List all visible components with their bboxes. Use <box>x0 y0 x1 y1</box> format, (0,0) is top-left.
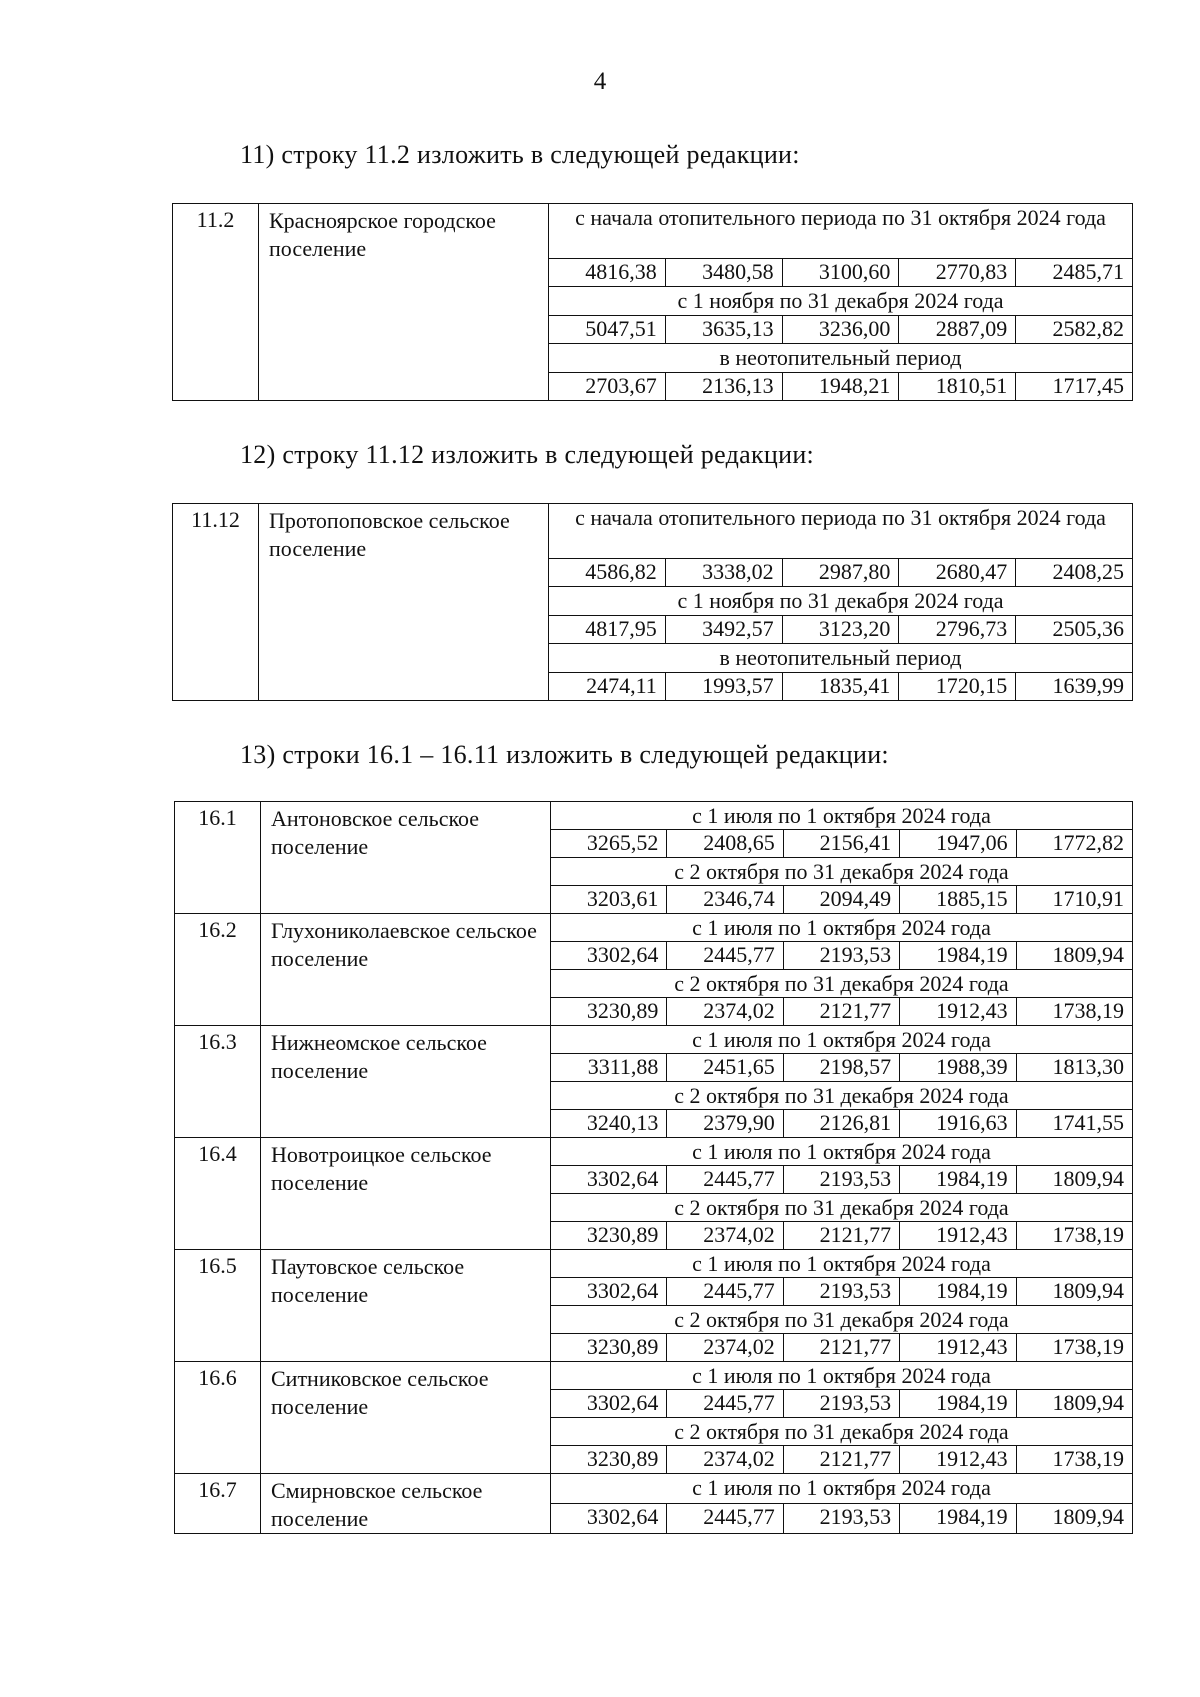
tariff-value: 1984,19 <box>900 1390 1016 1418</box>
tariff-value: 1835,41 <box>782 673 899 701</box>
tariff-value: 1809,94 <box>1016 1278 1132 1306</box>
tariff-value: 1639,99 <box>1016 673 1133 701</box>
tariff-value: 3302,64 <box>551 1504 667 1534</box>
tariff-value: 2126,81 <box>783 1110 899 1138</box>
tariff-value: 1738,19 <box>1016 1222 1132 1250</box>
tariff-value: 3492,57 <box>665 616 782 644</box>
period-row <box>173 504 1133 559</box>
period-label: с 2 октября по 31 декабря 2024 года <box>551 970 1133 998</box>
tariff-value: 2094,49 <box>783 886 899 914</box>
tariff-value: 1809,94 <box>1016 1166 1132 1194</box>
tariff-value: 4817,95 <box>549 616 666 644</box>
settlement-name: Красноярское городское поселение <box>259 204 549 401</box>
row-code: 16.1 <box>175 802 261 914</box>
settlement-name: Новотроицкое сельское поселение <box>261 1138 551 1250</box>
tariff-value: 3302,64 <box>551 1278 667 1306</box>
tariff-value: 2582,82 <box>1016 316 1133 344</box>
settlement-name: Ситниковское сельское поселение <box>261 1362 551 1474</box>
tariff-value: 3635,13 <box>665 316 782 344</box>
tariff-value: 3230,89 <box>551 1222 667 1250</box>
period-label: в неотопительный период <box>549 644 1133 673</box>
tariff-value: 1948,21 <box>782 373 899 401</box>
period-label: с 2 октября по 31 декабря 2024 года <box>551 858 1133 886</box>
tariff-value: 3265,52 <box>551 830 667 858</box>
tariff-value: 2987,80 <box>782 559 899 587</box>
tariff-value: 1984,19 <box>900 1166 1016 1194</box>
tariff-value: 2374,02 <box>667 1446 783 1474</box>
tariff-value: 2193,53 <box>783 1278 899 1306</box>
tariff-value: 1947,06 <box>900 830 1016 858</box>
period-label: с 1 июля по 1 октября 2024 года <box>551 1250 1133 1278</box>
tariff-value: 2374,02 <box>667 1334 783 1362</box>
period-row <box>175 1026 1133 1054</box>
period-row <box>175 1362 1133 1390</box>
tariff-value: 1720,15 <box>899 673 1016 701</box>
tariff-value: 1984,19 <box>900 942 1016 970</box>
tariff-value: 2379,90 <box>667 1110 783 1138</box>
tariff-value: 2445,77 <box>667 1166 783 1194</box>
tariff-value: 3311,88 <box>551 1054 667 1082</box>
period-label: с 1 июля по 1 октября 2024 года <box>551 1138 1133 1166</box>
tariff-value: 2485,71 <box>1016 259 1133 287</box>
period-row <box>173 204 1133 259</box>
tariff-value: 1912,43 <box>900 1334 1016 1362</box>
tariff-value: 1809,94 <box>1016 1390 1132 1418</box>
period-row <box>175 1474 1133 1504</box>
tariff-value: 1984,19 <box>900 1504 1016 1534</box>
tariff-value: 1741,55 <box>1016 1110 1132 1138</box>
tariff-value: 3230,89 <box>551 1446 667 1474</box>
tariff-value: 4586,82 <box>549 559 666 587</box>
tariff-value: 2121,77 <box>783 1222 899 1250</box>
tariff-value: 2121,77 <box>783 1334 899 1362</box>
tariff-value: 2374,02 <box>667 998 783 1026</box>
tariff-value: 3123,20 <box>782 616 899 644</box>
tariff-value: 4816,38 <box>549 259 666 287</box>
period-label: с 1 июля по 1 октября 2024 года <box>551 802 1133 830</box>
period-label: с 1 июля по 1 октября 2024 года <box>551 1026 1133 1054</box>
tariff-value: 2445,77 <box>667 1390 783 1418</box>
tariff-value: 2796,73 <box>899 616 1016 644</box>
tariff-value: 1810,51 <box>899 373 1016 401</box>
tariff-value: 1809,94 <box>1016 942 1132 970</box>
tariff-value: 1916,63 <box>900 1110 1016 1138</box>
tariff-value: 2193,53 <box>783 1166 899 1194</box>
tariff-value: 1738,19 <box>1016 1334 1132 1362</box>
tariff-value: 3302,64 <box>551 1166 667 1194</box>
tariff-value: 2121,77 <box>783 1446 899 1474</box>
settlement-name: Глухониколаевское сельское поселение <box>261 914 551 1026</box>
tariff-value: 1988,39 <box>900 1054 1016 1082</box>
amendment-table-16 <box>174 801 1133 1534</box>
page-number: 4 <box>593 68 607 95</box>
section-heading-12: 12) строку 11.12 изложить в следующей редакции: <box>240 440 815 469</box>
tariff-value: 2121,77 <box>783 998 899 1026</box>
tariff-value: 3480,58 <box>665 259 782 287</box>
tariff-value: 5047,51 <box>549 316 666 344</box>
tariff-value: 2198,57 <box>783 1054 899 1082</box>
tariff-value: 1993,57 <box>665 673 782 701</box>
tariff-value: 2680,47 <box>899 559 1016 587</box>
tariff-value: 2505,36 <box>1016 616 1133 644</box>
tariff-value: 2451,65 <box>667 1054 783 1082</box>
tariff-value: 2445,77 <box>667 1504 783 1534</box>
tariff-value: 1717,45 <box>1016 373 1133 401</box>
tariff-value: 2346,74 <box>667 886 783 914</box>
tariff-value: 1738,19 <box>1016 998 1132 1026</box>
tariff-value: 1984,19 <box>900 1278 1016 1306</box>
tariff-value: 1809,94 <box>1016 1504 1132 1534</box>
tariff-value: 2193,53 <box>783 942 899 970</box>
tariff-value: 2703,67 <box>549 373 666 401</box>
tariff-value: 2887,09 <box>899 316 1016 344</box>
settlement-name: Протопоповское сельское поселение <box>259 504 549 701</box>
row-code: 11.2 <box>173 204 259 401</box>
period-label: с 1 июля по 1 октября 2024 года <box>551 1474 1133 1504</box>
amendment-table-11-12 <box>172 503 1133 701</box>
tariff-value: 1912,43 <box>900 1446 1016 1474</box>
settlement-name: Нижнеомское сельское поселение <box>261 1026 551 1138</box>
tariff-value: 3230,89 <box>551 1334 667 1362</box>
period-row <box>175 1250 1133 1278</box>
row-code: 16.5 <box>175 1250 261 1362</box>
tariff-value: 1772,82 <box>1016 830 1132 858</box>
row-code: 16.2 <box>175 914 261 1026</box>
amendment-table-11-2 <box>172 203 1133 401</box>
tariff-value: 2136,13 <box>665 373 782 401</box>
period-label: с 2 октября по 31 декабря 2024 года <box>551 1194 1133 1222</box>
period-label: с 2 октября по 31 декабря 2024 года <box>551 1418 1133 1446</box>
settlement-name: Смирновское сельское поселение <box>261 1474 551 1534</box>
tariff-value: 2445,77 <box>667 1278 783 1306</box>
tariff-value: 3236,00 <box>782 316 899 344</box>
tariff-value: 3230,89 <box>551 998 667 1026</box>
period-row <box>175 1138 1133 1166</box>
tariff-value: 2770,83 <box>899 259 1016 287</box>
tariff-value: 3302,64 <box>551 1390 667 1418</box>
period-label: с 1 ноября по 31 декабря 2024 года <box>549 287 1133 316</box>
period-row <box>175 802 1133 830</box>
period-row <box>175 914 1133 942</box>
row-code: 11.12 <box>173 504 259 701</box>
section-heading-13: 13) строки 16.1 – 16.11 изложить в следующей редакции: <box>240 740 889 769</box>
tariff-value: 1885,15 <box>900 886 1016 914</box>
period-label: с начала отопительного периода по 31 октября 2024 года <box>549 204 1133 259</box>
period-label: с 1 июля по 1 октября 2024 года <box>551 1362 1133 1390</box>
tariff-value: 3240,13 <box>551 1110 667 1138</box>
period-label: с 2 октября по 31 декабря 2024 года <box>551 1082 1133 1110</box>
tariff-value: 2445,77 <box>667 942 783 970</box>
tariff-value: 1738,19 <box>1016 1446 1132 1474</box>
tariff-value: 3338,02 <box>665 559 782 587</box>
tariff-value: 2474,11 <box>549 673 666 701</box>
tariff-value: 2193,53 <box>783 1390 899 1418</box>
row-code: 16.6 <box>175 1362 261 1474</box>
row-code: 16.4 <box>175 1138 261 1250</box>
tariff-value: 1710,91 <box>1016 886 1132 914</box>
tariff-value: 3203,61 <box>551 886 667 914</box>
row-code: 16.3 <box>175 1026 261 1138</box>
tariff-value: 2193,53 <box>783 1504 899 1534</box>
period-label: с 1 июля по 1 октября 2024 года <box>551 914 1133 942</box>
tariff-value: 1912,43 <box>900 1222 1016 1250</box>
tariff-value: 2374,02 <box>667 1222 783 1250</box>
tariff-value: 3100,60 <box>782 259 899 287</box>
tariff-value: 2408,65 <box>667 830 783 858</box>
tariff-value: 2408,25 <box>1016 559 1133 587</box>
period-label: с начала отопительного периода по 31 октября 2024 года <box>549 504 1133 559</box>
settlement-name: Паутовское сельское поселение <box>261 1250 551 1362</box>
section-heading-11: 11) строку 11.2 изложить в следующей редакции: <box>240 140 800 169</box>
settlement-name: Антоновское сельское поселение <box>261 802 551 914</box>
tariff-value: 3302,64 <box>551 942 667 970</box>
tariff-value: 2156,41 <box>783 830 899 858</box>
period-label: с 2 октября по 31 декабря 2024 года <box>551 1306 1133 1334</box>
row-code: 16.7 <box>175 1474 261 1534</box>
tariff-value: 1813,30 <box>1016 1054 1132 1082</box>
period-label: с 1 ноября по 31 декабря 2024 года <box>549 587 1133 616</box>
tariff-value: 1912,43 <box>900 998 1016 1026</box>
period-label: в неотопительный период <box>549 344 1133 373</box>
